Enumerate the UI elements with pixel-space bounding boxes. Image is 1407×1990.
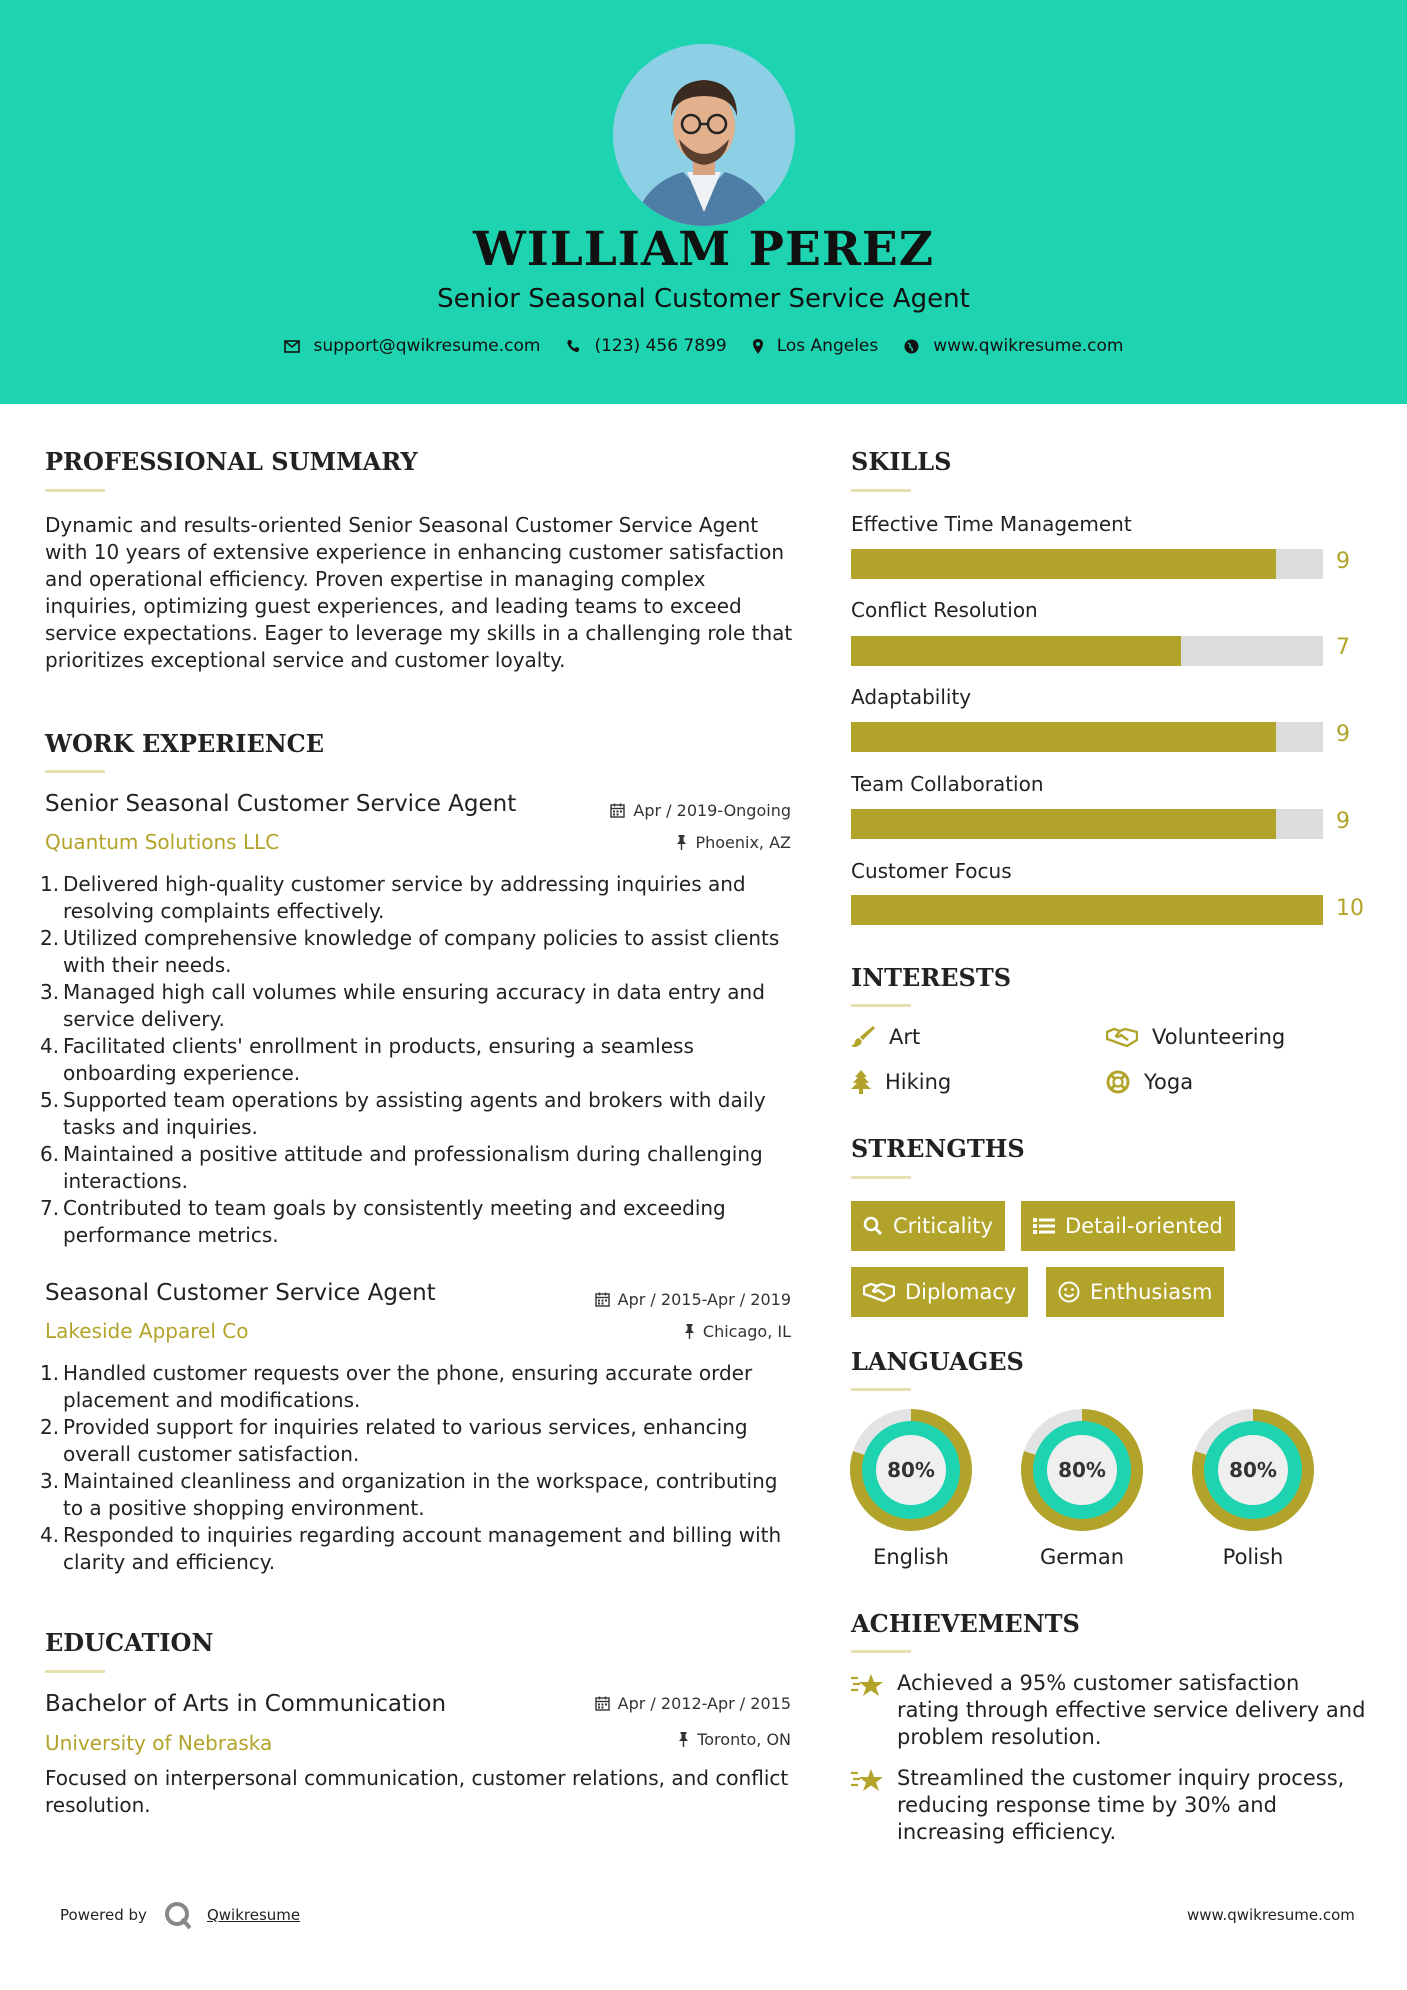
interests-heading: INTERESTS	[851, 963, 1012, 992]
qwikresume-logo-icon	[163, 1900, 193, 1930]
interest-item: Volunteering	[1106, 1025, 1285, 1049]
star-medal-icon	[851, 1670, 885, 1700]
job-dates-text: Apr / 2015-Apr / 2019	[617, 1290, 791, 1309]
list-item: 7. Contributed to team goals by consistently meeting and exceeding performance metrics.	[40, 1196, 726, 1247]
summary-heading-rule	[45, 489, 105, 492]
interest-item: Art	[851, 1025, 920, 1049]
language-percent-label: 80%	[1058, 1458, 1106, 1482]
resume-header	[0, 0, 1407, 404]
skill-bar-fill	[851, 895, 1323, 925]
skill-label: Customer Focus	[851, 859, 1012, 883]
job-company: Lakeside Apparel Co	[45, 1319, 249, 1343]
list-item: 5. Supported team operations by assisting agents and brokers with daily tasks and inquiries.	[40, 1088, 766, 1139]
tree-icon	[851, 1070, 871, 1094]
contact-email[interactable]	[284, 336, 541, 356]
contact-phone-text: (123) 456 7899	[594, 336, 727, 356]
education-location-text: Toronto, ON	[697, 1730, 791, 1749]
contact-location	[753, 336, 879, 356]
calendar-icon	[610, 803, 625, 818]
achievement-item	[851, 1765, 1367, 1846]
skill-label: Conflict Resolution	[851, 598, 1038, 622]
job-title: Seasonal Customer Service Agent	[45, 1280, 436, 1306]
language-ring	[1021, 1409, 1143, 1531]
job-company: Quantum Solutions LLC	[45, 830, 280, 854]
summary-heading: PROFESSIONAL SUMMARY	[45, 447, 418, 476]
list-item: 4. Facilitated clients' enrollment in products, ensuring a seamless onboarding experience.	[40, 1034, 694, 1085]
job-bullets	[40, 1360, 801, 1576]
school-name: University of Nebraska	[45, 1731, 273, 1755]
list-icon	[1033, 1217, 1055, 1235]
contact-phone[interactable]	[566, 336, 726, 356]
skills-heading: SKILLS	[851, 447, 952, 476]
language-percent-label: 80%	[887, 1458, 935, 1482]
achievement-text: Streamlined the customer inquiry process, reducing response time by 30% and increasing efficiency.	[897, 1766, 1345, 1844]
job-bullets	[40, 871, 801, 1249]
degree-title: Bachelor of Arts in Communication	[45, 1691, 447, 1717]
candidate-name: WILLIAM PEREZ	[472, 222, 935, 277]
footer-powered-by	[60, 1900, 300, 1930]
list-item: 3. Maintained cleanliness and organization in the workspace, contributing to a positive shopping environment.	[40, 1469, 778, 1520]
contact-website[interactable]	[904, 336, 1123, 356]
achievements-heading: ACHIEVEMENTS	[851, 1609, 1080, 1638]
list-item: 1. Handled customer requests over the phone, ensuring accurate order placement and modifications.	[40, 1361, 753, 1412]
education-dates	[540, 1694, 791, 1713]
achievement-text: Achieved a 95% customer satisfaction rating through effective service delivery and problem resolution.	[897, 1671, 1366, 1749]
education-location	[560, 1730, 791, 1749]
education-heading-rule	[45, 1670, 105, 1673]
skill-value: 10	[1336, 896, 1364, 921]
skill-bar	[851, 895, 1323, 925]
calendar-icon	[595, 1696, 610, 1711]
interests-heading-rule	[851, 1004, 911, 1007]
job-title: Senior Seasonal Customer Service Agent	[45, 791, 517, 817]
interest-item: Yoga	[1106, 1070, 1193, 1094]
lifebuoy-icon	[1106, 1070, 1130, 1094]
skill-value: 9	[1336, 809, 1350, 834]
skill-bar-fill	[851, 722, 1276, 752]
candidate-title: Senior Seasonal Customer Service Agent	[437, 284, 970, 314]
footer-url[interactable]: www.qwikresume.com	[1187, 1906, 1355, 1924]
skill-value: 9	[1336, 549, 1350, 574]
smile-icon	[1058, 1281, 1080, 1303]
job-location	[560, 833, 791, 852]
strengths-heading-rule	[851, 1176, 911, 1179]
contact-bar	[0, 336, 1407, 356]
skill-bar	[851, 549, 1323, 579]
list-item: 4. Responded to inquiries regarding account management and billing with clarity and efficiency.	[40, 1523, 782, 1574]
skill-label: Team Collaboration	[851, 772, 1044, 796]
job-dates-text: Apr / 2019-Ongoing	[633, 801, 791, 820]
job-dates	[540, 1290, 791, 1309]
job-location-text: Chicago, IL	[702, 1322, 791, 1341]
strength-tag: Diplomacy	[851, 1267, 1028, 1317]
skill-bar	[851, 722, 1323, 752]
pushpin-icon	[684, 1324, 695, 1339]
skills-heading-rule	[851, 489, 911, 492]
language-ring	[1192, 1409, 1314, 1531]
languages-heading-rule	[851, 1388, 911, 1391]
summary-text: Dynamic and results-oriented Senior Seasonal Customer Service Agent with 10 years of extensive experience in enhancing customer satisfaction and operational efficiency. Proven expertise in managing complex inquiries, optimizing guest experiences, and leading teams to exceed service expectations. Eager to leverage my skills in a challenging role that prioritizes exceptional service and customer loyalty.	[45, 513, 793, 672]
experience-heading-rule	[45, 770, 105, 773]
profile-photo	[613, 44, 795, 226]
language-name: English	[873, 1545, 949, 1569]
skill-bar-fill	[851, 636, 1181, 666]
calendar-icon	[595, 1292, 610, 1307]
handshake-icon	[1106, 1026, 1138, 1048]
strengths-heading: STRENGTHS	[851, 1134, 1025, 1163]
education-dates-text: Apr / 2012-Apr / 2015	[617, 1694, 791, 1713]
achievement-item	[851, 1670, 1367, 1751]
pushpin-icon	[676, 835, 687, 850]
language-percent-label: 80%	[1229, 1458, 1277, 1482]
contact-location-text: Los Angeles	[776, 336, 879, 356]
powered-by-label: Powered by	[60, 1906, 147, 1924]
contact-website-text: www.qwikresume.com	[933, 336, 1124, 356]
language-name: Polish	[1222, 1545, 1284, 1569]
list-item: 2. Utilized comprehensive knowledge of company policies to assist clients with their needs.	[40, 926, 780, 977]
list-item: 3. Managed high call volumes while ensuring accuracy in data entry and service delivery.	[40, 980, 765, 1031]
experience-heading: WORK EXPERIENCE	[45, 729, 325, 758]
skill-value: 9	[1336, 722, 1350, 747]
contact-email-text: support@qwikresume.com	[313, 336, 541, 356]
envelope-icon	[284, 340, 300, 353]
search-icon	[863, 1216, 883, 1236]
brand-link[interactable]: Qwikresume	[206, 1906, 301, 1924]
skill-label: Effective Time Management	[851, 512, 1132, 536]
languages-heading: LANGUAGES	[851, 1347, 1024, 1376]
education-description: Focused on interpersonal communication, customer relations, and conflict resolution.	[45, 1766, 789, 1817]
skill-label: Adaptability	[851, 685, 972, 709]
map-marker-icon	[753, 339, 763, 354]
skill-bar	[851, 636, 1323, 666]
skill-value: 7	[1336, 635, 1350, 660]
language-ring	[850, 1409, 972, 1531]
job-location	[560, 1322, 791, 1341]
star-medal-icon	[851, 1765, 885, 1795]
strength-tag: Enthusiasm	[1046, 1267, 1224, 1317]
language-name: German	[1039, 1545, 1125, 1569]
skill-bar-fill	[851, 549, 1276, 579]
strength-tag: Criticality	[851, 1201, 1005, 1251]
strength-tag: Detail-oriented	[1021, 1201, 1235, 1251]
list-item: 2. Provided support for inquiries related to various services, enhancing overall customer satisfaction.	[40, 1415, 748, 1466]
paintbrush-icon	[851, 1025, 875, 1049]
skill-bar-fill	[851, 809, 1276, 839]
handshake-icon	[863, 1281, 895, 1303]
skill-bar	[851, 809, 1323, 839]
pushpin-icon	[678, 1732, 689, 1747]
phone-icon	[566, 339, 580, 353]
list-item: 1. Delivered high-quality customer service by addressing inquiries and resolving complaints effectively.	[40, 872, 746, 923]
list-item: 6. Maintained a positive attitude and professionalism during challenging interactions.	[40, 1142, 763, 1193]
education-heading: EDUCATION	[45, 1628, 214, 1657]
interest-item: Hiking	[851, 1070, 951, 1094]
job-dates	[560, 801, 791, 820]
job-location-text: Phoenix, AZ	[695, 833, 791, 852]
achievements-heading-rule	[851, 1650, 911, 1653]
globe-icon	[904, 339, 919, 354]
